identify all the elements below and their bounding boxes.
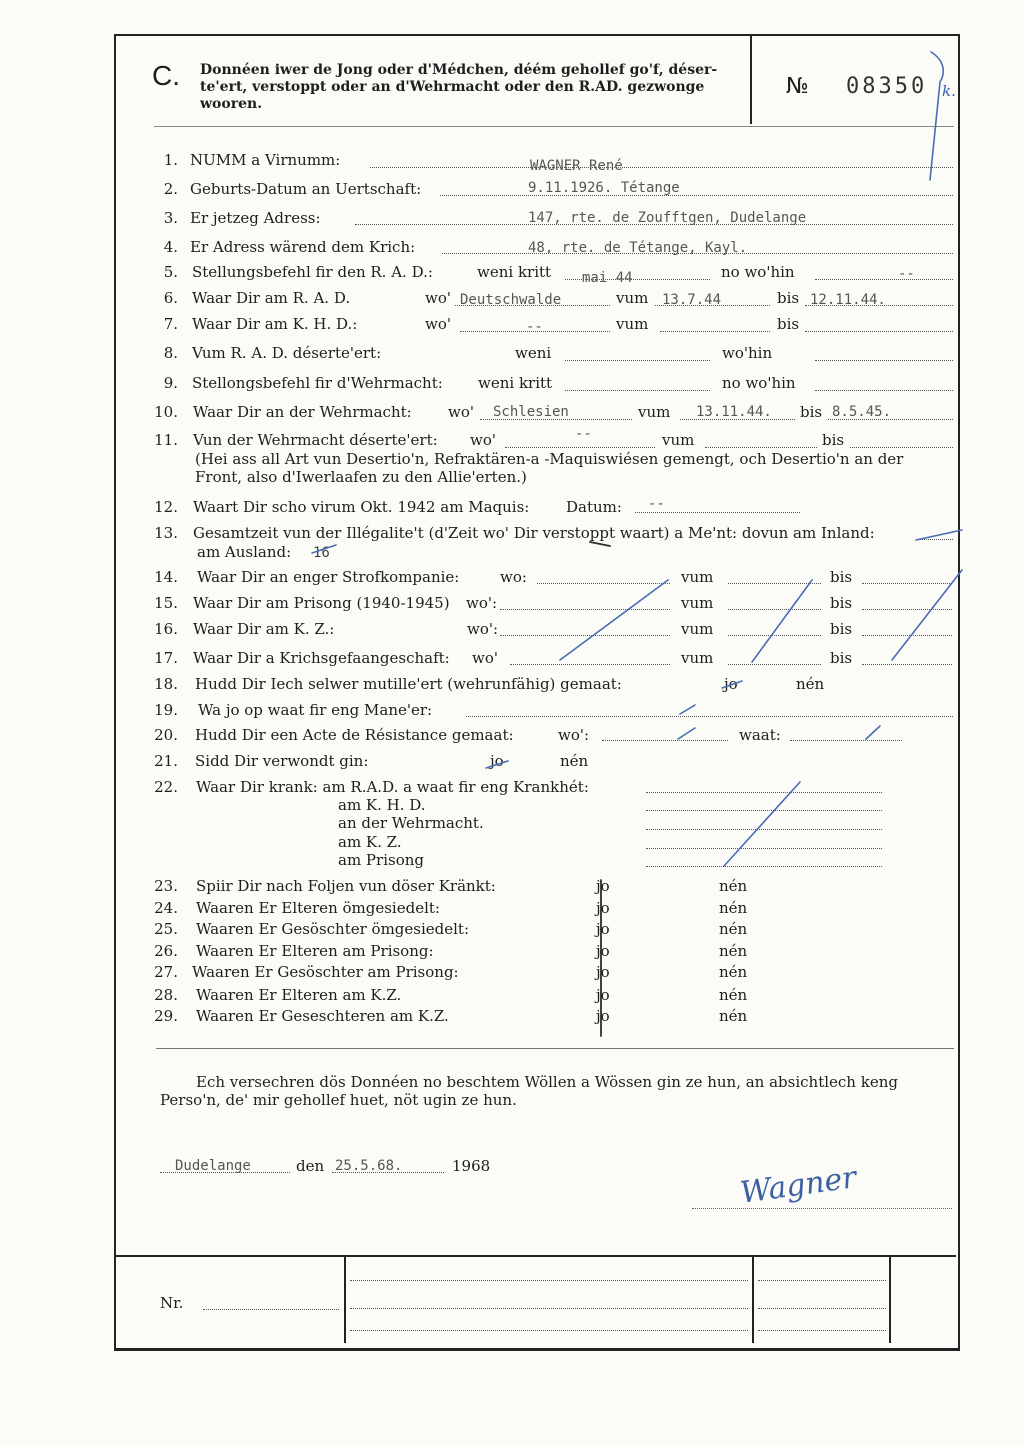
slash-mark — [916, 530, 962, 540]
row-number: 4. — [163, 238, 178, 256]
answer-yes: jo — [596, 899, 610, 917]
answer-yes: jo — [490, 752, 504, 770]
section-letter: C. — [152, 60, 180, 91]
row-number: 19. — [154, 701, 178, 719]
answer-no: nén — [719, 986, 748, 1004]
wo-label: wo' — [425, 289, 451, 307]
answer-dash: -- — [898, 266, 915, 282]
wo-label: wo': — [467, 620, 499, 638]
answer-address: 147, rte. de Zoufftgen, Dudelange — [528, 210, 807, 226]
strike-mark — [486, 761, 508, 768]
wo-label: wo': — [558, 726, 590, 744]
answer-dash: -- — [648, 496, 665, 512]
slash-mark — [680, 705, 695, 714]
row-number: 6. — [163, 289, 178, 307]
number-pen-stroke — [930, 52, 943, 180]
signature: Wagner — [738, 1160, 859, 1211]
answer-no: nén — [719, 899, 748, 917]
row-number: 5. — [163, 263, 178, 281]
declaration-line-2: Perso'n, de' mir gehollef huet, nöt ugin ze hun. — [160, 1091, 517, 1109]
wo-label: wo': — [466, 594, 498, 612]
bis-label: bis — [777, 315, 800, 333]
answer-no: nén — [719, 942, 748, 960]
row-number: 1. — [163, 151, 178, 169]
answer-place: Deutschwalde — [460, 292, 562, 308]
weni-label: weni kritt — [478, 374, 553, 392]
row-number: 24. — [154, 899, 178, 917]
row-label: NUMM a Virnumm: — [190, 151, 341, 169]
vum-label: vum — [638, 403, 671, 421]
row-label: Waar Dir krank: am R.A.D. a waat fir eng Krankhét: — [196, 778, 589, 796]
answer-yes: jo — [596, 920, 610, 938]
vum-label: vum — [616, 289, 649, 307]
answer-to: 8.5.45. — [832, 404, 892, 420]
row-label: Spiir Dir nach Foljen vun döser Kränkt: — [196, 877, 496, 895]
answer-abroad: 16 — [313, 545, 330, 561]
row-label: Stellungsbefehl fir den R. A. D.: — [192, 263, 433, 281]
row-label: Waar Dir am K. Z.: — [193, 620, 335, 638]
row-label: Waaren Er Elteren am K.Z. — [196, 986, 402, 1004]
nr-label: Nr. — [160, 1294, 184, 1312]
weni-label: weni kritt — [477, 263, 552, 281]
vum-label: vum — [681, 620, 714, 638]
row-number: 13. — [154, 524, 178, 542]
row-label: Vun der Wehrmacht déserte'ert: — [193, 431, 438, 449]
datum-label: Datum: — [566, 498, 622, 516]
wo-label: wo' — [448, 403, 474, 421]
row-label: Waaren Er Elteren am Prisong: — [196, 942, 434, 960]
row-label: Waar Dir am K. H. D.: — [192, 315, 358, 333]
sub-label: am K. Z. — [338, 833, 402, 851]
place-value: Dudelange — [175, 1158, 251, 1174]
bis-label: bis — [830, 620, 853, 638]
row-number: 10. — [154, 403, 178, 421]
answer-yes: jo — [596, 986, 610, 1004]
wo-label: wo: — [500, 568, 527, 586]
bis-label: bis — [830, 568, 853, 586]
row-label: Hudd Dir Iech selwer mutille'ert (wehrunfähig) gemaat: — [195, 675, 622, 693]
answer-from: 13.7.44 — [662, 292, 722, 308]
slash-mark — [678, 728, 695, 739]
row-label-abroad: am Ausland: — [197, 543, 292, 561]
answer-date: mai 44 — [582, 270, 633, 286]
den-label: den — [296, 1157, 325, 1175]
row-label: Sidd Dir verwondt gin: — [195, 752, 369, 770]
row-label: Waar Dir an der Wehrmacht: — [193, 403, 412, 421]
form-number: 08350 — [846, 74, 928, 99]
row-label: Waar Dir an enger Strofkompanie: — [197, 568, 460, 586]
slash-mark — [752, 580, 812, 662]
answer-yes: jo — [724, 675, 738, 693]
answer-no: nén — [719, 877, 748, 895]
row-number: 27. — [154, 963, 178, 981]
vum-label: vum — [681, 568, 714, 586]
wohin-label: no wo'hin — [722, 374, 796, 392]
wohin-label: no wo'hin — [721, 263, 795, 281]
row-label: Waar Dir am Prisong (1940-1945) — [193, 594, 450, 612]
answer-no: nén — [719, 920, 748, 938]
answer-place: Schlesien — [493, 404, 569, 420]
header-line-2: te'ert, verstoppt oder an d'Wehrmacht oder den R.AD. gezwonge — [200, 79, 705, 95]
number-sign: № — [786, 74, 809, 99]
bis-label: bis — [800, 403, 823, 421]
row-number: 7. — [163, 315, 178, 333]
note-line-2: Front, also d'Iwerlaafen zu den Allie'erten.) — [195, 468, 527, 486]
row-number: 21. — [154, 752, 178, 770]
weni-label: weni — [515, 344, 552, 362]
sub-label: am K. H. D. — [338, 796, 426, 814]
row-label: Waar Dir am R. A. D. — [192, 289, 351, 307]
row-number: 8. — [163, 344, 178, 362]
bis-label: bis — [777, 289, 800, 307]
answer-no: nén — [796, 675, 825, 693]
sub-label: an der Wehrmacht. — [338, 814, 484, 832]
row-label: Waaren Er Elteren ömgesiedelt: — [196, 899, 440, 917]
row-label: Gesamtzeit vun der Illégalite't (d'Zeit wo' Dir verstoppt waart) a Me'nt: dovun am Inland: — [193, 524, 875, 542]
date-value: 25.5.68. — [335, 1158, 403, 1174]
answer-dash: -- — [575, 426, 592, 442]
answer-no: nén — [719, 963, 748, 981]
row-number: 15. — [154, 594, 178, 612]
number-annotation: k. — [942, 82, 956, 100]
answer-name: WAGNER René — [530, 158, 623, 174]
row-number: 20. — [154, 726, 178, 744]
strike-mark — [722, 681, 742, 688]
row-label: Er jetzeg Adress: — [190, 209, 321, 227]
row-number: 17. — [154, 649, 178, 667]
row-label: Waar Dir a Krichsgefaangeschaft: — [193, 649, 450, 667]
bis-label: bis — [830, 649, 853, 667]
wo-label: wo' — [470, 431, 496, 449]
row-number: 16. — [154, 620, 178, 638]
answer-birth: 9.11.1926. Tétange — [528, 180, 680, 196]
answer-yes: jo — [596, 942, 610, 960]
row-number: 28. — [154, 986, 178, 1004]
row-number: 29. — [154, 1007, 178, 1025]
strike-mark — [590, 542, 610, 546]
row-number: 2. — [163, 180, 178, 198]
waat-label: waat: — [739, 726, 781, 744]
note-line-1: (Hei ass all Art vun Desertio'n, Refraktären-a -Maquiswiésen gemengt, och Desertio'n an der — [195, 450, 904, 468]
row-number: 22. — [154, 778, 178, 796]
header-line-3: wooren. — [200, 96, 263, 112]
answer-no: nén — [560, 752, 589, 770]
answer-no: nén — [719, 1007, 748, 1025]
row-label: Hudd Dir een Acte de Résistance gemaat: — [195, 726, 514, 744]
slash-mark — [724, 782, 800, 866]
row-label: Waaren Er Geseschteren am K.Z. — [196, 1007, 449, 1025]
row-label: Waaren Er Gesöschter ömgesiedelt: — [196, 920, 470, 938]
answer-yes: jo — [596, 1007, 610, 1025]
row-number: 11. — [154, 431, 178, 449]
row-number: 9. — [163, 374, 178, 392]
answer-to: 12.11.44. — [810, 292, 886, 308]
wo-label: wo' — [425, 315, 451, 333]
sub-label: am Prisong — [338, 851, 424, 869]
slash-mark — [560, 580, 668, 660]
row-number: 12. — [154, 498, 178, 516]
vum-label: vum — [616, 315, 649, 333]
row-number: 18. — [154, 675, 178, 693]
row-label: Vum R. A. D. déserte'ert: — [192, 344, 382, 362]
row-label: Geburts-Datum an Uertschaft: — [190, 180, 422, 198]
row-number: 3. — [163, 209, 178, 227]
row-label: Waart Dir scho virum Okt. 1942 am Maquis: — [193, 498, 530, 516]
answer-dash: -- — [526, 319, 543, 335]
strike-mark — [312, 545, 336, 553]
wohin-label: wo'hin — [722, 344, 773, 362]
row-number: 25. — [154, 920, 178, 938]
header-line-1: Donnéen iwer de Jong oder d'Médchen, déém gehollef go'f, déser- — [200, 62, 718, 78]
answer-from: 13.11.44. — [696, 404, 772, 420]
vum-label: vum — [662, 431, 695, 449]
vum-label: vum — [681, 649, 714, 667]
bis-label: bis — [822, 431, 845, 449]
row-number: 14. — [154, 568, 178, 586]
year-label: 1968 — [452, 1157, 491, 1175]
slash-mark — [892, 570, 962, 660]
wo-label: wo' — [472, 649, 498, 667]
row-label: Waaren Er Gesöschter am Prisong: — [192, 963, 459, 981]
answer-yes: jo — [596, 963, 610, 981]
answer-yes: jo — [596, 877, 610, 895]
row-label: Er Adress wärend dem Krich: — [190, 238, 416, 256]
declaration-line-1: Ech versechren dös Donnéen no beschtem Wöllen a Wössen gin ze hun, an absichtlech keng — [196, 1073, 898, 1091]
answer-war-address: 48, rte. de Tétange, Kayl. — [528, 240, 748, 256]
row-label: Stellongsbefehl fir d'Wehrmacht: — [192, 374, 443, 392]
row-number: 23. — [154, 877, 178, 895]
bis-label: bis — [830, 594, 853, 612]
slash-mark — [866, 726, 880, 739]
row-label: Wa jo op waat fir eng Mane'er: — [198, 701, 433, 719]
row-number: 26. — [154, 942, 178, 960]
vum-label: vum — [681, 594, 714, 612]
